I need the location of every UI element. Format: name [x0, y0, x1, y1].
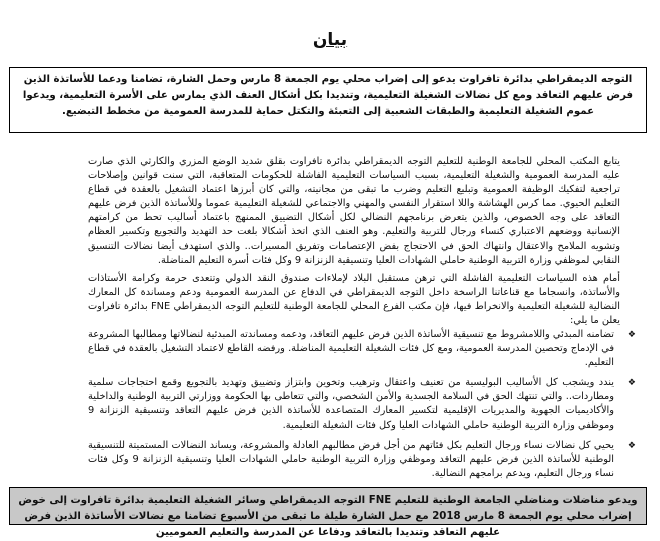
diamond-bullet-icon: ❖ — [627, 440, 636, 451]
list-item — [88, 328, 644, 370]
document-title: بيان — [312, 30, 348, 50]
list-item-text: تضامنه المبدئي واللامشروط مع تنسيقية الأساتذة الذين فرض عليهم التعاقد، ودعمه ومساندته المبدئية لنضالاتها ومطالبها المشروعة في الإدماج وتحصين المدرسة العمومية، ومع كل فئات الشغيلة التعليمية المناضلة. ورفضه القاطع لاعتماد التشغيل بالعقدة في قطاع التعليم. — [88, 329, 614, 369]
diamond-bullet-icon: ❖ — [627, 378, 636, 389]
footer-call-box: ويدعو مناضلات ومناضلي الجامعة الوطنية للتعليم FNE التوجه الديمقراطي وسائر الشغيلة التعليمية بدائرة تافراوت إلى خوض إضراب محلي يوم الجمعة 8 مارس 2018 مع حمل الشارة طيلة ما تبقى من الأسبوع تضامنا مع نضالات الأساتذة الذين فرض عليهم التعاقد وتنديدا بالتعاقد ودفاعا عن المدرسة والتعليم العموميين — [9, 487, 647, 525]
header-statement-box: التوجه الديمقراطي بدائرة تافراوت يدعو إلى إضراب محلي يوم الجمعة 8 مارس وحمل الشارة، تضامنا ودعما للأساتذة الذين فرض عليهم التعاقد ومع كل نضالات الشغيلة التعليمية، وتنديدا بكل أشكال العنف الذي يمارس على الأسرة التعليمية، ويدعوا عموم الشغيلة التعليمية والطبقات الشعبية إلى التعبئة والتكتل حماية للمدرسة العمومية من مخطط التبضيع. — [9, 67, 647, 133]
list-item-text: يندد ويشجب كل الأساليب البوليسية من تعنيف واعتقال وترهيب وتخوين وابتزاز وتضييق وتهديد بالتجويع وقمع احتجاجات سلمية ومطاردات.. والتي تنتهك الحق في السلامة الجسدية والأمن الشخصي، والتي تتعاطى بها الحكومة ووزارتي التربية الوطنية والداخلية والأكاديميات الجهوية والمديريات الإقليمية لتكسير المعارك المتصاعدة للأساتذة الذين فرض عليهم التعاقد وتنسيقية الزنزانة 9 وموظفي وزارة التربية الوطنية حاملي الشهادات العليا وكل فئات الشغيلة التعليمية. — [88, 377, 614, 431]
demands-list — [88, 328, 644, 487]
list-item — [88, 439, 644, 481]
body-paragraph-2: أمام هذه السياسات التعليمية الفاشلة التي ترهن مستقبل البلاد لإملاءات صندوق النقد الدولي وتتعدى حرمة وكرامة الأستاذات والأساتذة، وانسجاما مع قناعاتنا الراسخة داخل التوجه الديمقراطي في الدفاع عن المدرسة العمومية ودعم ومساندة كل المعارك النضالية للشغيلة التعليمية والانخراط فيها، فإن مكتب الفرع المحلي للجامعة الوطنية للتعليم التوجه الديمقراطي FNE بدائرة تافراوت يعلن ما يلي: — [88, 273, 620, 327]
list-item — [88, 376, 644, 432]
body-paragraph-1: يتابع المكتب المحلي للجامعة الوطنية للتعليم التوجه الديمقراطي بدائرة تافراوت بقلق شديد الوضع المزري والكارثي الذي صارت عليه المدرسة العمومية والشغيلة التعليمية، بسبب السياسات التعليمية الفاشلة للحكومات المتعاقبة، التي سنت قوانين وإصلاحات تراجعية لتفكيك الوظيفة العمومية وتبليع التعليم وضرب ما تبقى من مجانيته، والتي كان أبرزها اعتماد التشغيل بالعقدة في قطاع التعليم الحيوي. مما كرس الهشاشة واللا استقرار النفسي والمهني والاجتماعي للشغيلة التعليمية عموما وللأساتذة الذين فرض عليهم التعاقد على وجه الخصوص، والذين يتعرض برنامجهم النضالي لكل أشكال التضييق الممنهج باعتماد أساليب تحط من كرامتهم الإنسانية ووضعهم الاعتباري كنساء ورجال للتربية والتعليم. وهو العنف الذي اتخذ أشكالا بلغت حد التهديد والتجويع وتكسير العظام وتشويه الملامح والاعتقال وانتهاك الحق في الاحتجاج بفض الإعتصامات وتفريق المسيرات.. والذي استهدف أيضا نضالات التنسيق النقابي لموظفي وزارة التربية الوطنية حاملي الشهادات العليا وتنسيقية الزنزانة 9 وكل فئات أسرة التعليم المناضلة. — [88, 156, 620, 266]
list-item-text: يحيي كل نضالات نساء ورجال التعليم بكل فئاتهم من أجل فرض مطالبهم العادلة والمشروعة، ويساند النضالات المستميتة للتنسيقية الوطنية للأساتذة الذين فرض عليهم التعاقد وموظفي وزارة التربية الوطنية حاملي الشهادات العليا وتنسيقية الزنزانة 9 وكل فئات نساء ورجال التعليم، ويدعم برامجهم النضالية. — [88, 439, 615, 479]
diamond-bullet-icon: ❖ — [627, 330, 636, 340]
